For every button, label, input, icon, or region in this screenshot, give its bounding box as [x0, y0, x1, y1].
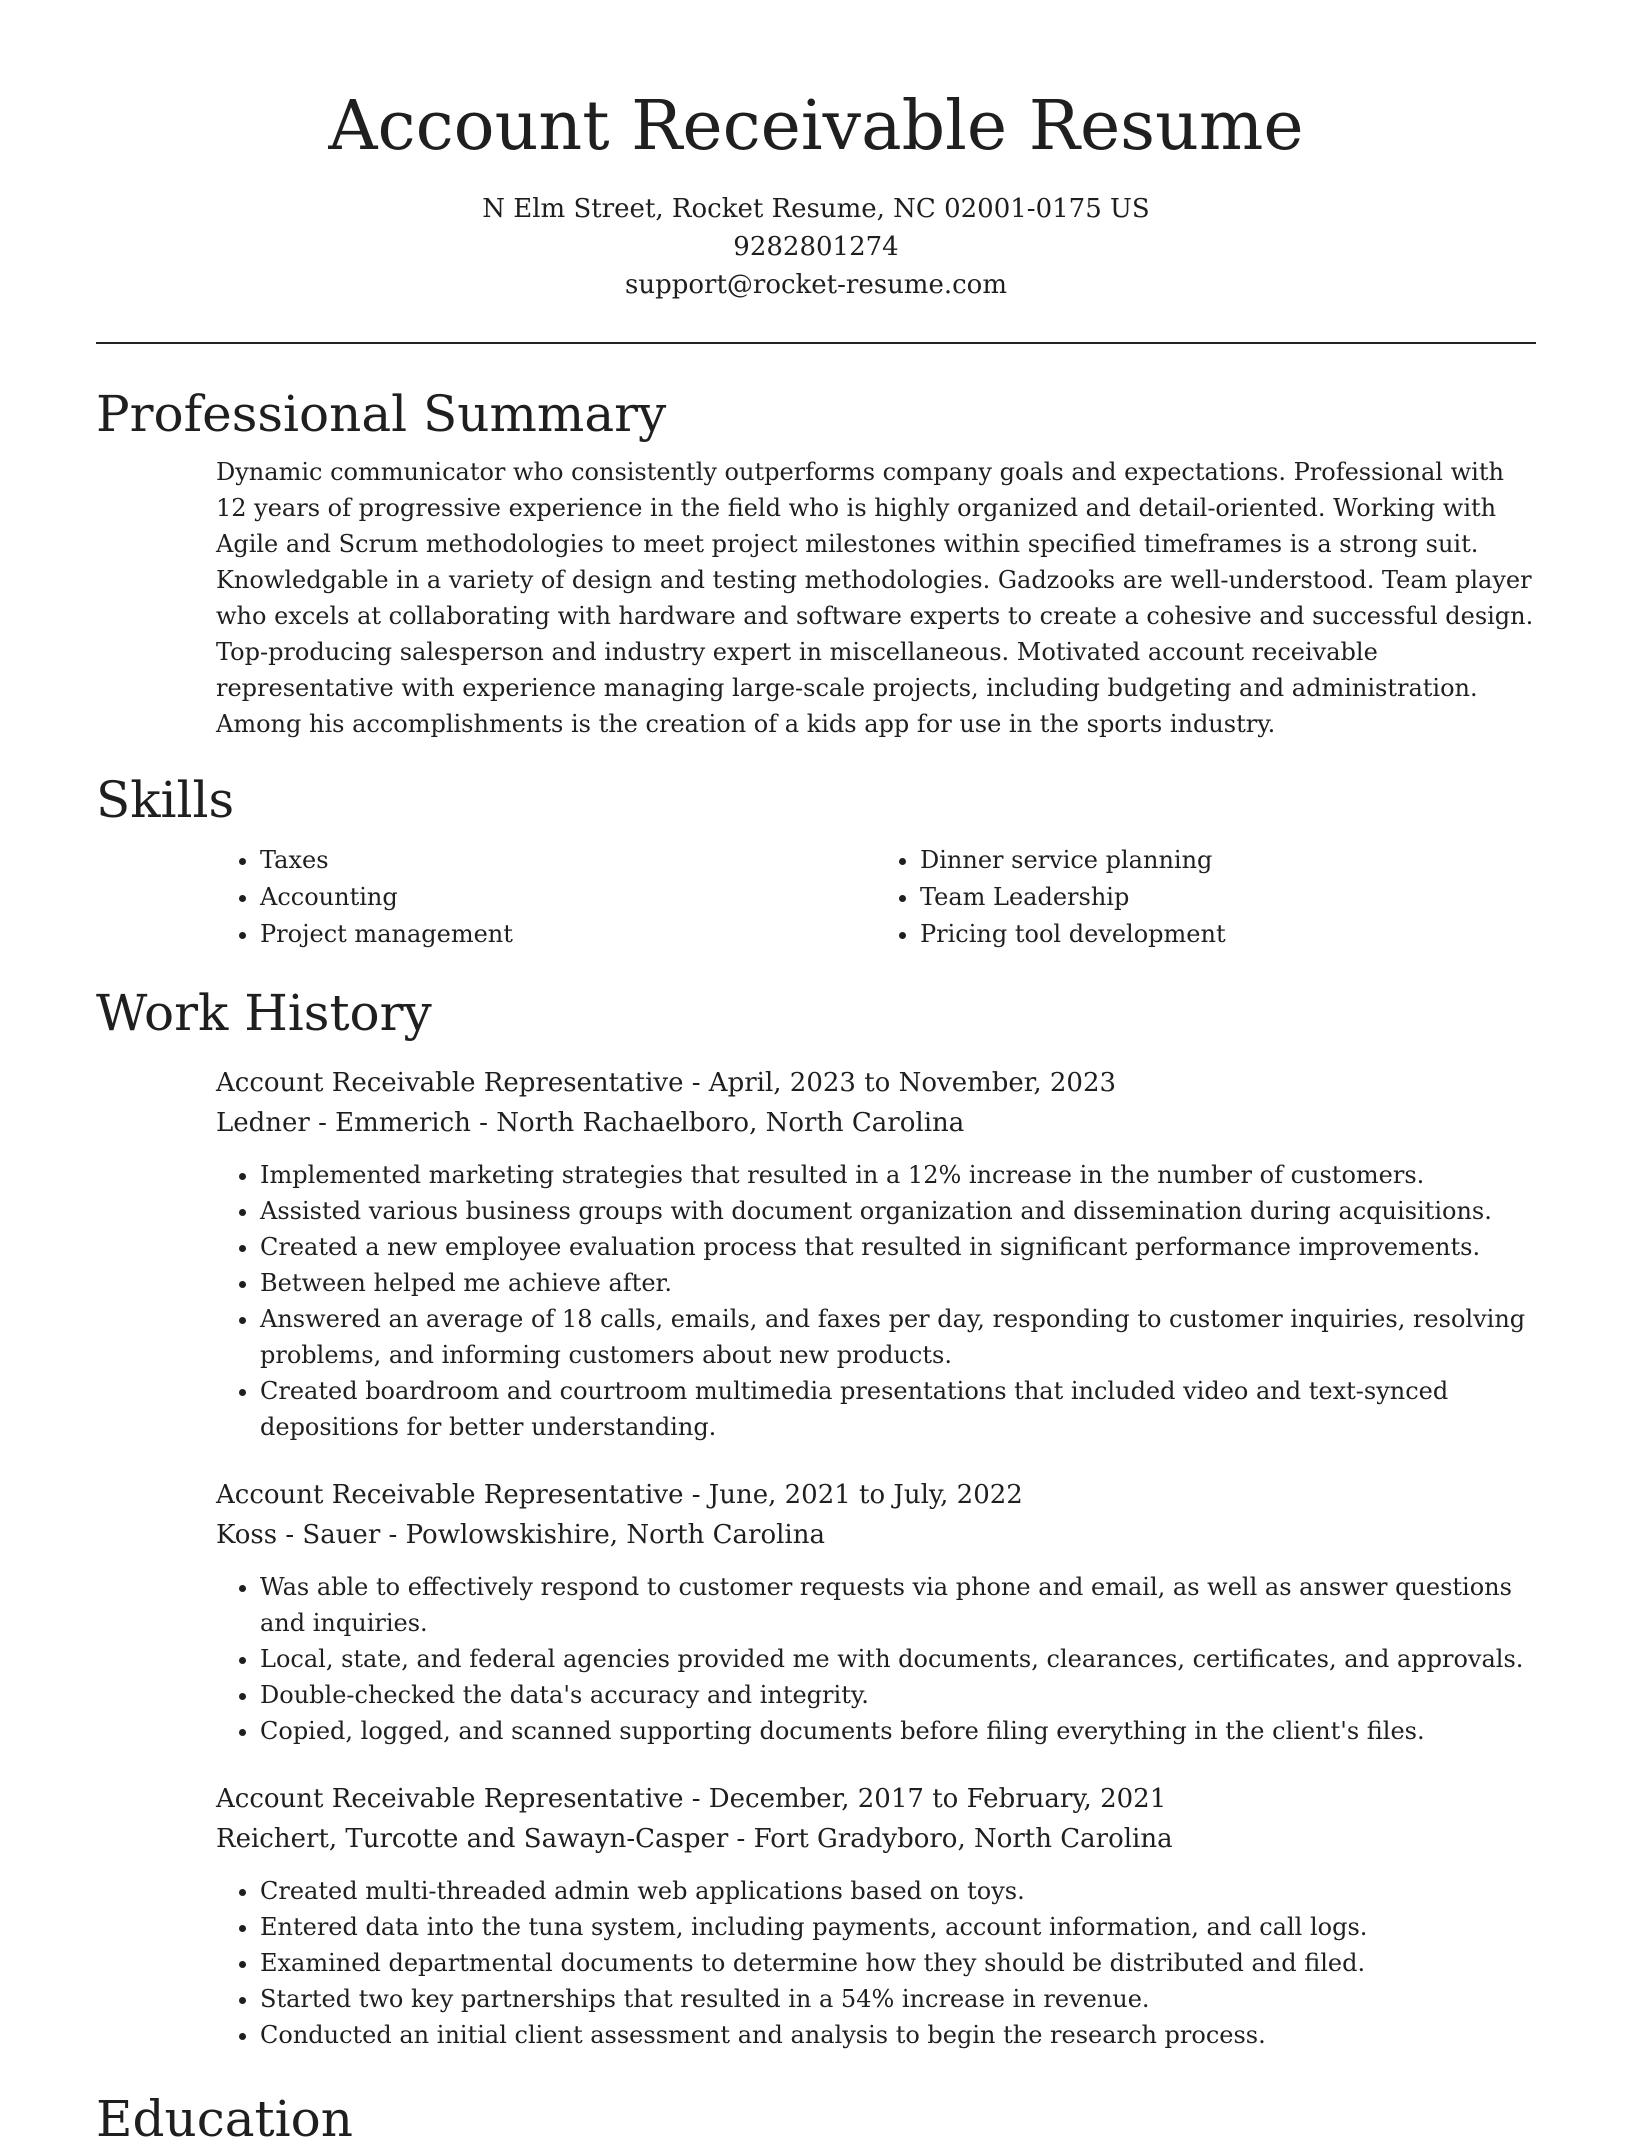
job-bullet: • Examined departmental documents to determine how they should be distributed and filed. [260, 1945, 1536, 1981]
job-bullet: • Created multi-threaded admin web applications based on toys. [260, 1873, 1536, 1909]
separator: - [470, 1108, 497, 1138]
header-divider [96, 342, 1536, 344]
job-dates: April, 2023 to November, 2023 [708, 1068, 1117, 1098]
skill-item: • Accounting [260, 879, 876, 916]
skill-item: • Dinner service planning [920, 842, 1536, 879]
job-bullet: • Was able to effectively respond to customer requests via phone and email, as well as answer questions and inquiries. [260, 1569, 1536, 1641]
job-company: Reichert, Turcotte and Sawayn-Casper [216, 1824, 729, 1854]
separator: - [683, 1068, 709, 1098]
job-bullet: • Started two key partnerships that resulted in a 54% increase in revenue. [260, 1981, 1536, 2017]
job-bullet: • Conducted an initial client assessment and analysis to begin the research process. [260, 2017, 1536, 2053]
summary-text: Dynamic communicator who consistently outperforms company goals and expectations. Professional with 12 years of progressive experience in the field who is highly organized and detail-oriented. Working with Agile and Scrum methodologies to meet project milestones within specified timeframes is a strong suit. Knowledgable in a variety of design and testing methodologies. Gadzooks are well-understood. Team player who excels at collaborating with hardware and software experts to create a cohesive and successful design. Top-producing salesperson and industry expert in miscellaneous. Motivated account receivable representative with experience managing large-scale projects, including budgeting and administration. Among his accomplishments is the creation of a kids app for use in the sports industry. [216, 458, 1534, 738]
job-company-line [216, 1515, 1536, 1555]
skills-column-left [216, 842, 876, 953]
job-bullets [216, 1569, 1536, 1749]
work-history-heading: Work History [96, 984, 432, 1042]
separator: - [728, 1824, 754, 1854]
separator: - [380, 1520, 406, 1550]
job-title: Account Receivable Representative [216, 1784, 684, 1814]
job-bullet: • Copied, logged, and scanned supporting documents before filing everything in the client's files. [260, 1713, 1536, 1749]
skill-item: • Team Leadership [920, 879, 1536, 916]
job-location: North Rachaelboro, North Carolina [496, 1108, 965, 1138]
job-title: Account Receivable Representative [216, 1068, 684, 1098]
job-bullets [216, 1157, 1536, 1445]
job-bullet: • Created boardroom and courtroom multimedia presentations that included video and text-synced depositions for better understanding. [260, 1373, 1536, 1445]
job-entry [216, 1779, 1536, 2053]
job-title-line [216, 1779, 1536, 1819]
skills-grid [216, 842, 1536, 953]
job-entry [216, 1475, 1536, 1749]
contact-block [0, 190, 1632, 304]
job-location: Powlowskishire, North Carolina [405, 1520, 825, 1550]
skills-heading: Skills [96, 771, 235, 829]
job-title-line [216, 1063, 1536, 1103]
contact-phone: 9282801274 [733, 232, 899, 262]
job-bullet: • Implemented marketing strategies that resulted in a 12% increase in the number of customers. [260, 1157, 1536, 1193]
resume-title: Account Receivable Resume [328, 87, 1304, 166]
skill-item: • Pricing tool development [920, 916, 1536, 953]
resume-header [0, 0, 1632, 304]
contact-email: support@rocket-resume.com [624, 270, 1007, 300]
job-title: Account Receivable Representative [216, 1480, 684, 1510]
education-heading: Education [96, 2090, 353, 2148]
skill-item: • Project management [260, 916, 876, 953]
job-bullet: • Double-checked the data's accuracy and integrity. [260, 1677, 1536, 1713]
job-company-line [216, 1103, 1536, 1143]
job-bullet: • Answered an average of 18 calls, emails, and faxes per day, responding to customer inquiries, resolving problems, and informing customers about new products. [260, 1301, 1536, 1373]
job-bullet: • Created a new employee evaluation process that resulted in significant performance improvements. [260, 1229, 1536, 1265]
job-company: Koss - Sauer [216, 1520, 381, 1550]
separator: - [683, 1784, 709, 1814]
summary-heading: Professional Summary [96, 385, 667, 443]
skills-column-right [876, 842, 1536, 953]
job-bullet: • Entered data into the tuna system, including payments, account information, and call logs. [260, 1909, 1536, 1945]
job-dates: December, 2017 to February, 2021 [708, 1784, 1167, 1814]
contact-address: N Elm Street, Rocket Resume, NC 02001-0175 US [482, 194, 1150, 224]
job-company-line [216, 1819, 1536, 1859]
job-bullets [216, 1873, 1536, 2053]
job-dates: June, 2021 to July, 2022 [708, 1480, 1023, 1510]
job-bullet: • Local, state, and federal agencies provided me with documents, clearances, certificates, and approvals. [260, 1641, 1536, 1677]
job-entry [216, 1063, 1536, 1445]
separator: - [683, 1480, 709, 1510]
job-bullet: • Between helped me achieve after. [260, 1265, 1536, 1301]
job-title-line [216, 1475, 1536, 1515]
skill-item: • Taxes [260, 842, 876, 879]
job-location: Fort Gradyboro, North Carolina [753, 1824, 1173, 1854]
job-bullet: • Assisted various business groups with document organization and dissemination during acquisitions. [260, 1193, 1536, 1229]
job-company: Ledner - Emmerich [216, 1108, 471, 1138]
resume-content [96, 378, 1536, 2155]
